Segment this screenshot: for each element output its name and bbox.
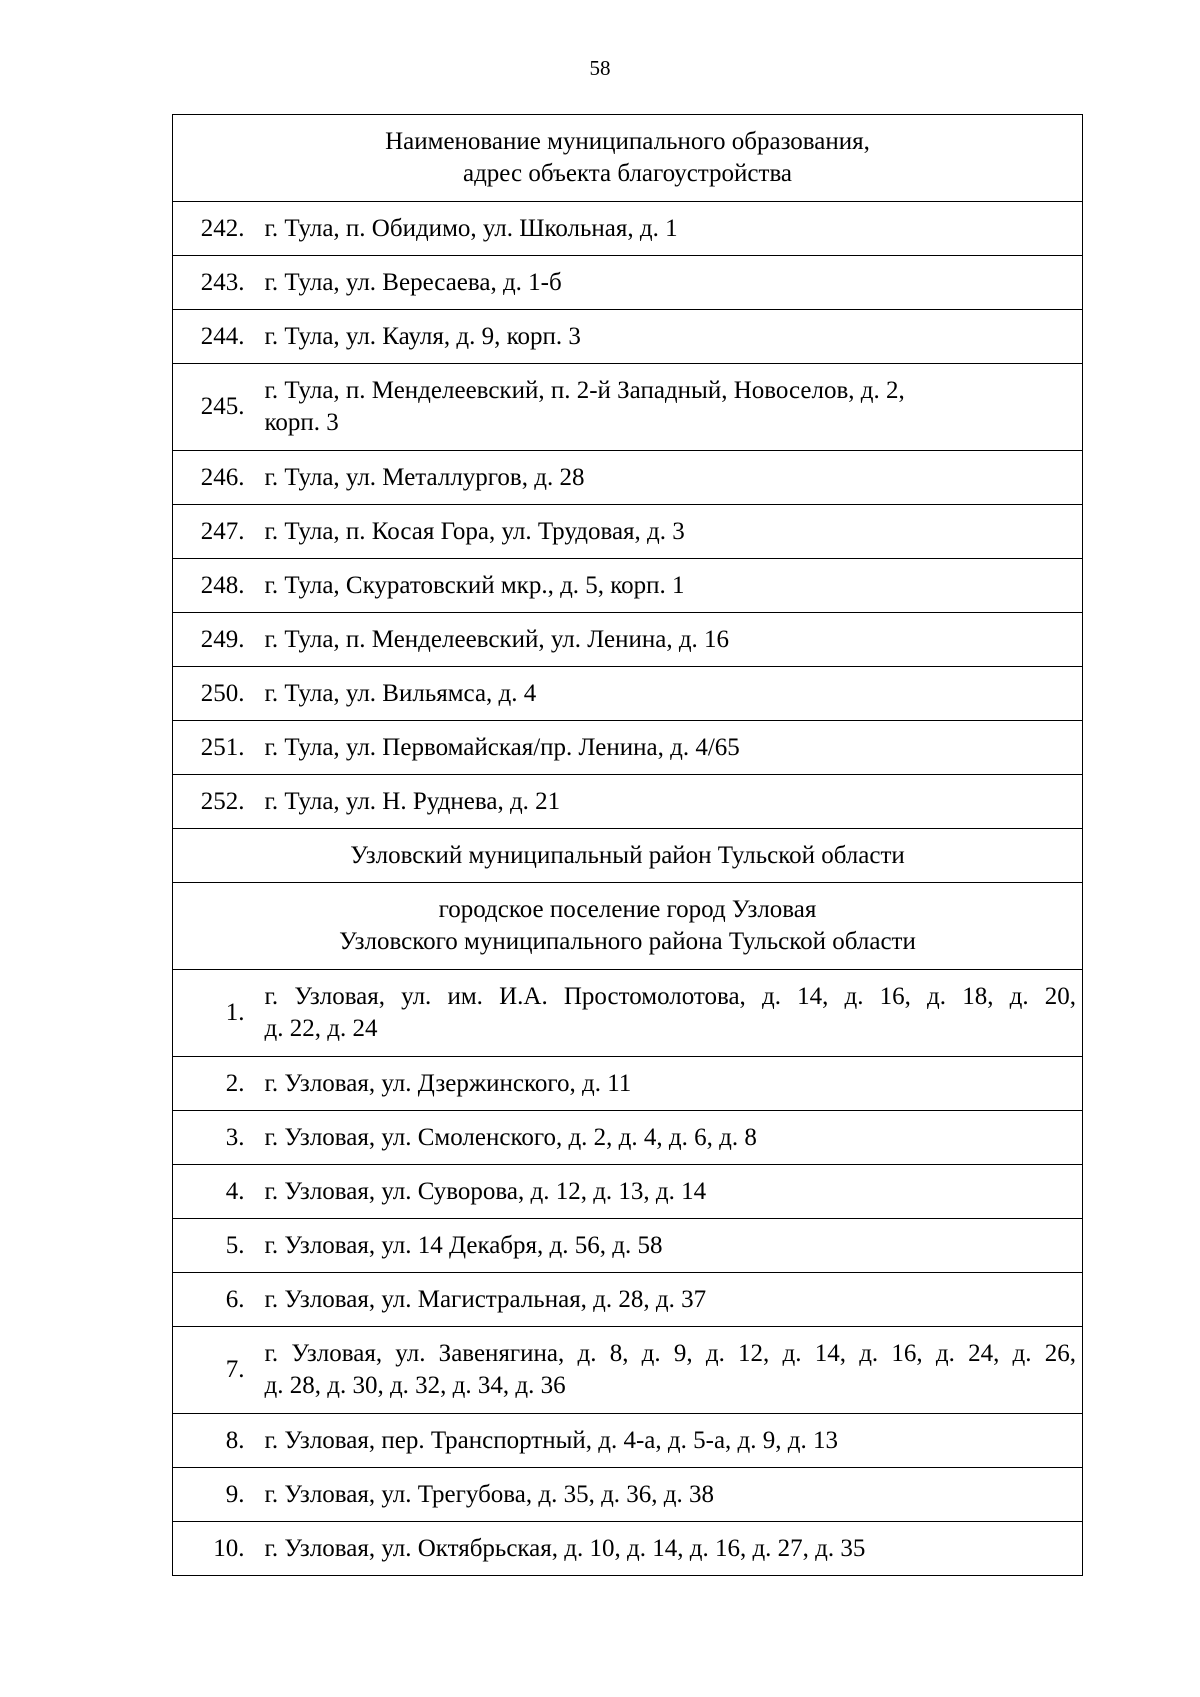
row-number: 9. <box>173 1468 251 1522</box>
row-address: г. Тула, п. Менделеевский, ул. Ленина, д. 16 <box>251 613 1083 667</box>
table-row <box>173 451 1083 505</box>
row-address: г. Узловая, ул. Трегубова, д. 35, д. 36, д. 38 <box>251 1468 1083 1522</box>
settlement-line-2: Узловского муниципального района Тульской области <box>339 928 916 955</box>
row-address: г. Узловая, ул. 14 Декабря, д. 56, д. 58 <box>251 1219 1083 1273</box>
header-line-1: Наименование муниципального образования, <box>385 128 870 155</box>
table-header <box>173 115 1083 202</box>
row-number: 247. <box>173 505 251 559</box>
table-row <box>173 256 1083 310</box>
row-address: г. Тула, ул. Первомайская/пр. Ленина, д. 4/65 <box>251 721 1083 775</box>
table-row <box>173 613 1083 667</box>
row-number: 243. <box>173 256 251 310</box>
row-number: 8. <box>173 1414 251 1468</box>
row-address: г. Узловая, ул. Суворова, д. 12, д. 13, д. 14 <box>251 1165 1083 1219</box>
row-number: 248. <box>173 559 251 613</box>
row-number: 3. <box>173 1111 251 1165</box>
row-number: 244. <box>173 310 251 364</box>
row-address <box>251 970 1083 1057</box>
table-row <box>173 775 1083 829</box>
page-number: 58 <box>589 56 611 80</box>
table-row <box>173 721 1083 775</box>
row-address: г. Узловая, ул. Дзержинского, д. 11 <box>251 1057 1083 1111</box>
table-row <box>173 559 1083 613</box>
section-heading-settlement <box>173 883 1083 970</box>
section-row-settlement <box>173 883 1083 970</box>
row-address-line-2: д. 28, д. 30, д. 32, д. 34, д. 36 <box>264 1372 566 1399</box>
table-row <box>173 1165 1083 1219</box>
row-address: г. Тула, п. Обидимо, ул. Школьная, д. 1 <box>251 202 1083 256</box>
row-address: г. Тула, п. Косая Гора, ул. Трудовая, д. 3 <box>251 505 1083 559</box>
table-row <box>173 1468 1083 1522</box>
row-number: 242. <box>173 202 251 256</box>
row-address: г. Узловая, пер. Транспортный, д. 4-а, д. 5-а, д. 9, д. 13 <box>251 1414 1083 1468</box>
table-row <box>173 1057 1083 1111</box>
row-number: 5. <box>173 1219 251 1273</box>
row-address-line-1: г. Узловая, ул. Завенягина, д. 8, д. 9, д. 12, д. 14, д. 16, д. 24, д. 26, <box>264 1340 1076 1367</box>
row-number: 2. <box>173 1057 251 1111</box>
row-number: 1. <box>173 970 251 1057</box>
table-row <box>173 1327 1083 1414</box>
row-number: 6. <box>173 1273 251 1327</box>
row-address-line-1: г. Узловая, ул. им. И.А. Простомолотова, д. 14, д. 16, д. 18, д. 20, <box>264 983 1076 1010</box>
table-row <box>173 1111 1083 1165</box>
row-number: 252. <box>173 775 251 829</box>
table-row <box>173 505 1083 559</box>
row-address: г. Тула, ул. Кауля, д. 9, корп. 3 <box>251 310 1083 364</box>
row-number: 10. <box>173 1522 251 1576</box>
row-address-line-2: д. 22, д. 24 <box>264 1015 378 1042</box>
row-number: 250. <box>173 667 251 721</box>
table-row <box>173 1273 1083 1327</box>
table-row <box>173 202 1083 256</box>
row-address: г. Узловая, ул. Магистральная, д. 28, д. 37 <box>251 1273 1083 1327</box>
row-number: 246. <box>173 451 251 505</box>
row-address: г. Тула, ул. Вересаева, д. 1-б <box>251 256 1083 310</box>
table-row <box>173 667 1083 721</box>
settlement-line-1: городское поселение город Узловая <box>438 896 817 923</box>
row-number: 249. <box>173 613 251 667</box>
table-row <box>173 970 1083 1057</box>
header-line-2: адрес объекта благоустройства <box>462 160 793 187</box>
table-row <box>173 1522 1083 1576</box>
row-address <box>251 1327 1083 1414</box>
table-row <box>173 364 1083 451</box>
row-address-line-2: корп. 3 <box>264 409 339 436</box>
row-number: 245. <box>173 364 251 451</box>
table-header-row <box>173 115 1083 202</box>
row-address: г. Тула, ул. Вильямса, д. 4 <box>251 667 1083 721</box>
section-row-district <box>173 829 1083 883</box>
row-address: г. Узловая, ул. Смоленского, д. 2, д. 4, д. 6, д. 8 <box>251 1111 1083 1165</box>
row-address <box>251 364 1083 451</box>
table-row <box>173 1219 1083 1273</box>
address-table <box>172 114 1083 1576</box>
row-address: г. Узловая, ул. Октябрьская, д. 10, д. 14, д. 16, д. 27, д. 35 <box>251 1522 1083 1576</box>
section-heading-district: Узловский муниципальный район Тульской области <box>173 829 1083 883</box>
row-address: г. Тула, Скуратовский мкр., д. 5, корп. 1 <box>251 559 1083 613</box>
row-number: 7. <box>173 1327 251 1414</box>
row-address-line-1: г. Тула, п. Менделеевский, п. 2-й Западный, Новоселов, д. 2, <box>264 377 905 404</box>
row-number: 251. <box>173 721 251 775</box>
row-number: 4. <box>173 1165 251 1219</box>
table-row <box>173 310 1083 364</box>
table-row <box>173 1414 1083 1468</box>
row-address: г. Тула, ул. Н. Руднева, д. 21 <box>251 775 1083 829</box>
row-address: г. Тула, ул. Металлургов, д. 28 <box>251 451 1083 505</box>
